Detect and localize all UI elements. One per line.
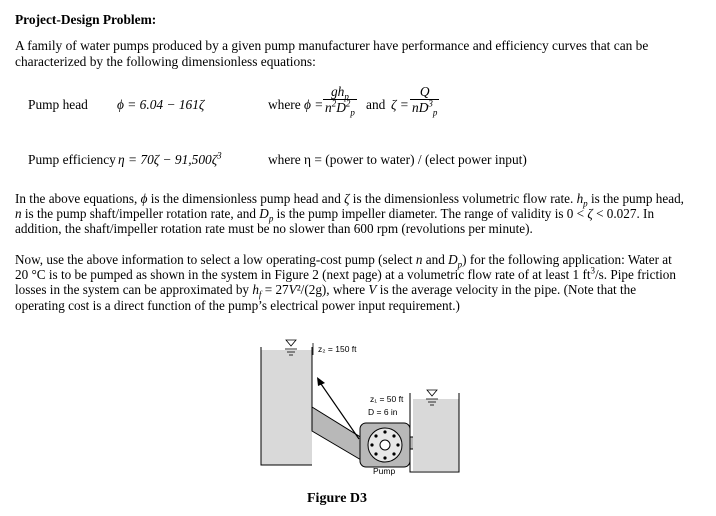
intro-line-1: A family of water pumps produced by a given pump manufacturer have performance and efficiency curves that can be	[15, 38, 649, 53]
figure-caption: Figure D3	[307, 491, 368, 506]
p3-l1d: D	[448, 252, 458, 267]
p2-s4: is the pump head,	[587, 191, 684, 206]
lower-level-marker-icon	[427, 390, 437, 396]
page-title: Project-Design Problem:	[15, 12, 157, 27]
p2-s7: < 0.027. In	[592, 206, 655, 222]
upper-level-marker-icon	[286, 340, 296, 346]
upper-reservoir-water	[261, 350, 312, 465]
p3-l1c: ) for the following application: Water at	[462, 252, 672, 267]
p3-l3b: = 27	[261, 282, 289, 298]
pump-hub-icon	[380, 440, 390, 450]
phi-lhs: ϕ =	[304, 97, 324, 112]
pump-label: Pump	[373, 466, 396, 476]
p2-s1: In the above equations,	[15, 191, 141, 206]
zeta-fraction	[410, 84, 439, 116]
p2-phi: ϕ	[140, 191, 148, 206]
phi-numerator: gh	[330, 84, 345, 99]
p2-s8: addition, the shaft/impeller rotation rate must be no slower than 600 rpm (revolutions per minute).	[15, 221, 533, 237]
pump-efficiency-label: Pump efficiency	[28, 152, 116, 167]
flow-arrow-head-icon	[317, 377, 325, 386]
phi-fraction	[323, 84, 357, 116]
p2-hp-sub: p	[583, 198, 588, 209]
p3-l1a: Now, use the above information to select a low operating-cost pump (select	[15, 252, 416, 267]
lower-reservoir-water	[413, 399, 459, 471]
zeta-numerator: Q	[410, 84, 439, 100]
p3-l2b: /s. Pipe friction	[595, 267, 676, 283]
p3-l3c: ²/(2g), where	[296, 282, 369, 298]
p2-n: n	[15, 206, 22, 222]
p3-l2sup: 3	[590, 265, 596, 276]
p3-l4: operating cost is a direct function of the pump’s electrical power input requirement.)	[15, 297, 460, 313]
p3-l1n: n	[415, 252, 423, 267]
and-label: and	[366, 97, 386, 112]
pump-head-label: Pump head	[28, 97, 88, 112]
z2-label: z₂ = 150 ft	[318, 344, 357, 354]
phi-den-n: n	[325, 100, 332, 115]
efficiency-equation-sup: 3	[217, 150, 222, 161]
p2-zeta2: ζ	[587, 206, 593, 222]
intro-line-2: characterized by the following dimensionless equations:	[15, 54, 316, 69]
p2-s3: is the dimensionless volumetric flow rate.	[349, 191, 577, 206]
phi-numerator-sub: p	[344, 91, 349, 102]
pump-efficiency-equation	[118, 152, 222, 168]
p3-l3a: losses in the system can be approximated by	[15, 282, 253, 298]
where-label: where	[268, 97, 301, 112]
paragraph-application	[15, 252, 705, 313]
zeta-lhs: ζ =	[391, 97, 409, 112]
efficiency-equation-main: η = 70ζ − 91,500ζ	[118, 152, 218, 167]
p3-l1b: and	[422, 252, 449, 267]
zeta-den-sub: p	[432, 107, 438, 118]
z1-label: z₁ = 50 ft	[370, 394, 404, 404]
p3-l3h-sub: f	[258, 290, 262, 301]
p3-l3d: is the average velocity in the pipe. (Note that the	[376, 282, 637, 298]
efficiency-definition: where η = (power to water) / (elect power input)	[268, 152, 527, 167]
zeta-den: nD	[412, 100, 429, 115]
phi-den-d-sub: p	[350, 107, 355, 118]
pump-system-figure	[255, 335, 465, 480]
p3-l1d-sub: p	[457, 259, 463, 270]
phi-den-d: D	[336, 100, 346, 115]
paragraph-definitions	[15, 191, 705, 237]
pump-head-equation: ϕ = 6.04 − 161ζ	[117, 97, 205, 112]
p3-l3v2: V	[368, 282, 377, 298]
p2-hp: h	[576, 191, 584, 206]
zeta-definition	[410, 84, 439, 116]
zeta-den-sup: 3	[428, 98, 433, 109]
p3-l3h: h	[252, 282, 259, 298]
p2-s2: is the dimensionless pump head and	[147, 191, 345, 206]
p3-l2a: 20 °C is to be pumped as shown in the system in Figure 2 (next page) at a volumetric flow rate of at least 1 ft	[15, 267, 591, 283]
phi-den-n-sup: 2	[331, 98, 337, 109]
phi-den-d-sup: 2	[345, 98, 351, 109]
p2-s5: is the pump shaft/impeller rotation rate, and	[21, 206, 260, 222]
p2-dp-sub: p	[268, 213, 274, 224]
phi-definition	[323, 84, 357, 116]
p2-dp: D	[259, 206, 269, 222]
p3-l3v: V	[288, 282, 297, 298]
diameter-label: D = 6 in	[368, 407, 398, 417]
p2-zeta: ζ	[344, 191, 350, 206]
p2-s6: is the pump impeller diameter. The range of validity is 0 <	[273, 206, 588, 222]
